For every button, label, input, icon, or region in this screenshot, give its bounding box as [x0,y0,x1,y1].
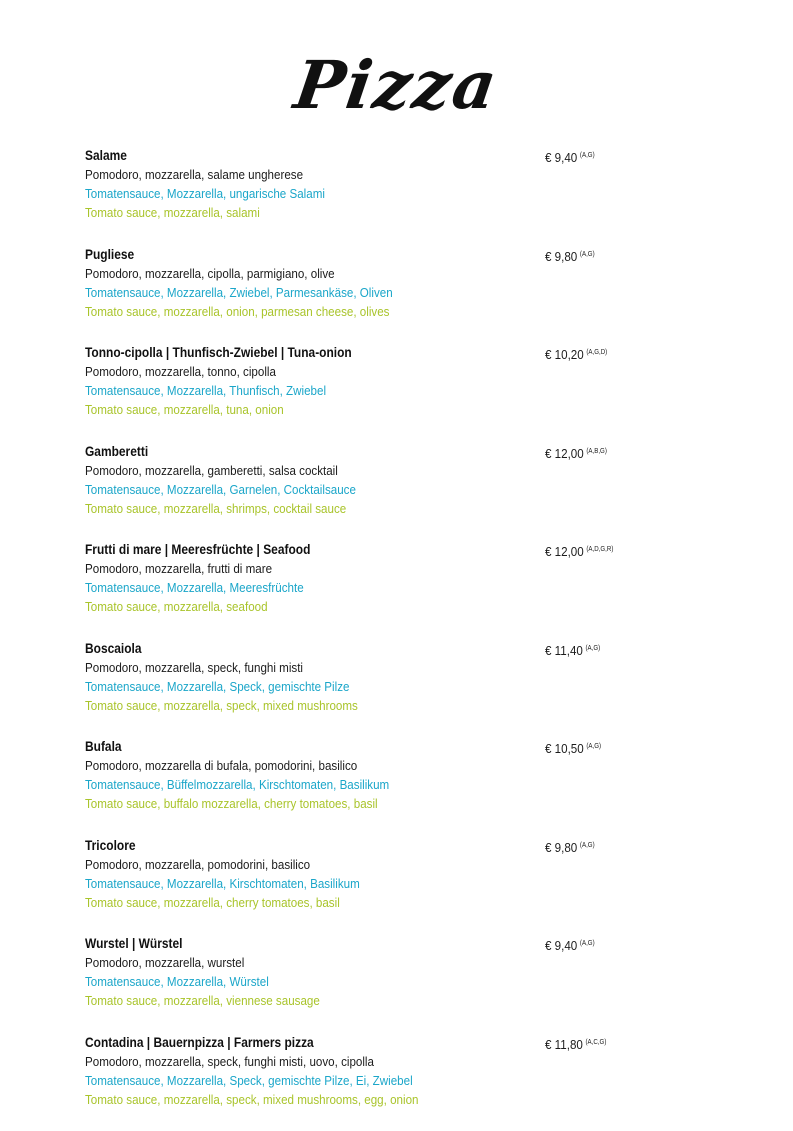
item-allergens: (A,D,G,R) [586,546,613,553]
item-name: Boscaiola [85,639,648,658]
item-price-block [545,836,595,857]
item-description-italian: Pomodoro, mozzarella, wurstel [85,953,648,972]
item-price-block [545,540,613,561]
item-description-german: Tomatensauce, Mozzarella, Kirschtomaten, Basilikum [85,874,648,893]
item-price-block [545,1033,606,1054]
menu-item [85,639,725,738]
item-price: € 11,40 [545,643,583,658]
item-name: Bufala [85,737,648,756]
item-price: € 9,80 [545,249,577,264]
item-description-english: Tomato sauce, mozzarella, shrimps, cocktail sauce [85,499,648,518]
item-description-italian: Pomodoro, mozzarella, cipolla, parmigiano, olive [85,264,648,283]
item-description-english: Tomato sauce, mozzarella, seafood [85,597,648,616]
item-description-italian: Pomodoro, mozzarella, pomodorini, basilico [85,855,648,874]
menu-item [85,540,725,639]
item-price: € 9,40 [545,150,577,165]
item-allergens: (A,G) [580,152,595,159]
item-description-english: Tomato sauce, mozzarella, onion, parmesan cheese, olives [85,302,648,321]
item-description-italian: Pomodoro, mozzarella, speck, funghi misti, uovo, cipolla [85,1052,648,1071]
item-name: Pugliese [85,245,648,264]
item-description-english: Tomato sauce, mozzarella, speck, mixed mushrooms, egg, onion [85,1090,648,1109]
item-description-english: Tomato sauce, mozzarella, speck, mixed mushrooms [85,696,648,715]
item-price-block [545,245,595,266]
item-name: Tricolore [85,836,648,855]
item-allergens: (A,G) [586,743,601,750]
item-description-english: Tomato sauce, mozzarella, viennese sausage [85,991,648,1010]
item-description-italian: Pomodoro, mozzarella di bufala, pomodorini, basilico [85,756,648,775]
menu-item [85,245,725,344]
item-price: € 10,20 [545,347,584,362]
item-allergens: (A,G) [586,645,601,652]
item-description-german: Tomatensauce, Mozzarella, ungarische Salami [85,184,648,203]
item-price-block [545,934,595,955]
item-allergens: (A,B,G) [586,448,607,455]
item-description-german: Tomatensauce, Mozzarella, Garnelen, Cocktailsauce [85,480,648,499]
item-description-italian: Pomodoro, mozzarella, gamberetti, salsa cocktail [85,461,648,480]
item-description-german: Tomatensauce, Mozzarella, Meeresfrüchte [85,578,648,597]
item-price: € 9,80 [545,840,577,855]
item-description-german: Tomatensauce, Mozzarella, Zwiebel, Parmesankäse, Oliven [85,283,648,302]
menu-item [85,934,725,1033]
menu-item [85,343,725,442]
item-name: Salame [85,146,648,165]
item-description-italian: Pomodoro, mozzarella, frutti di mare [85,559,648,578]
item-name: Tonno-cipolla | Thunfisch-Zwiebel | Tuna-onion [85,343,648,362]
pizza-menu-list [85,146,725,1131]
item-name: Gamberetti [85,442,648,461]
item-description-german: Tomatensauce, Mozzarella, Würstel [85,972,648,991]
item-description-italian: Pomodoro, mozzarella, speck, funghi misti [85,658,648,677]
menu-item [85,146,725,245]
item-description-english: Tomato sauce, mozzarella, tuna, onion [85,400,648,419]
item-description-german: Tomatensauce, Mozzarella, Speck, gemischte Pilze [85,677,648,696]
item-price: € 12,00 [545,446,584,461]
item-description-english: Tomato sauce, mozzarella, cherry tomatoes, basil [85,893,648,912]
item-name: Wurstel | Würstel [85,934,648,953]
item-description-english: Tomato sauce, buffalo mozzarella, cherry tomatoes, basil [85,794,648,813]
item-description-italian: Pomodoro, mozzarella, salame ungherese [85,165,648,184]
menu-item [85,1033,725,1131]
menu-item [85,442,725,541]
item-price: € 9,40 [545,938,577,953]
item-allergens: (A,G) [580,940,595,947]
item-name: Frutti di mare | Meeresfrüchte | Seafood [85,540,648,559]
item-price: € 10,50 [545,741,584,756]
item-name: Contadina | Bauernpizza | Farmers pizza [85,1033,648,1052]
item-allergens: (A,G,D) [586,349,607,356]
item-price: € 12,00 [545,544,584,559]
item-price-block [545,146,595,167]
item-description-english: Tomato sauce, mozzarella, salami [85,203,648,222]
menu-item [85,836,725,935]
item-description-german: Tomatensauce, Mozzarella, Thunfisch, Zwiebel [85,381,648,400]
menu-item [85,737,725,836]
item-description-german: Tomatensauce, Mozzarella, Speck, gemischte Pilze, Ei, Zwiebel [85,1071,648,1090]
item-price: € 11,80 [545,1037,583,1052]
item-price-block [545,343,607,364]
page-title: Pizza [0,52,793,118]
item-price-block [545,639,600,660]
item-price-block [545,737,601,758]
item-description-italian: Pomodoro, mozzarella, tonno, cipolla [85,362,648,381]
item-description-german: Tomatensauce, Büffelmozzarella, Kirschtomaten, Basilikum [85,775,648,794]
item-allergens: (A,C,G) [586,1039,607,1046]
item-price-block [545,442,607,463]
item-allergens: (A,G) [580,842,595,849]
item-allergens: (A,G) [580,251,595,258]
